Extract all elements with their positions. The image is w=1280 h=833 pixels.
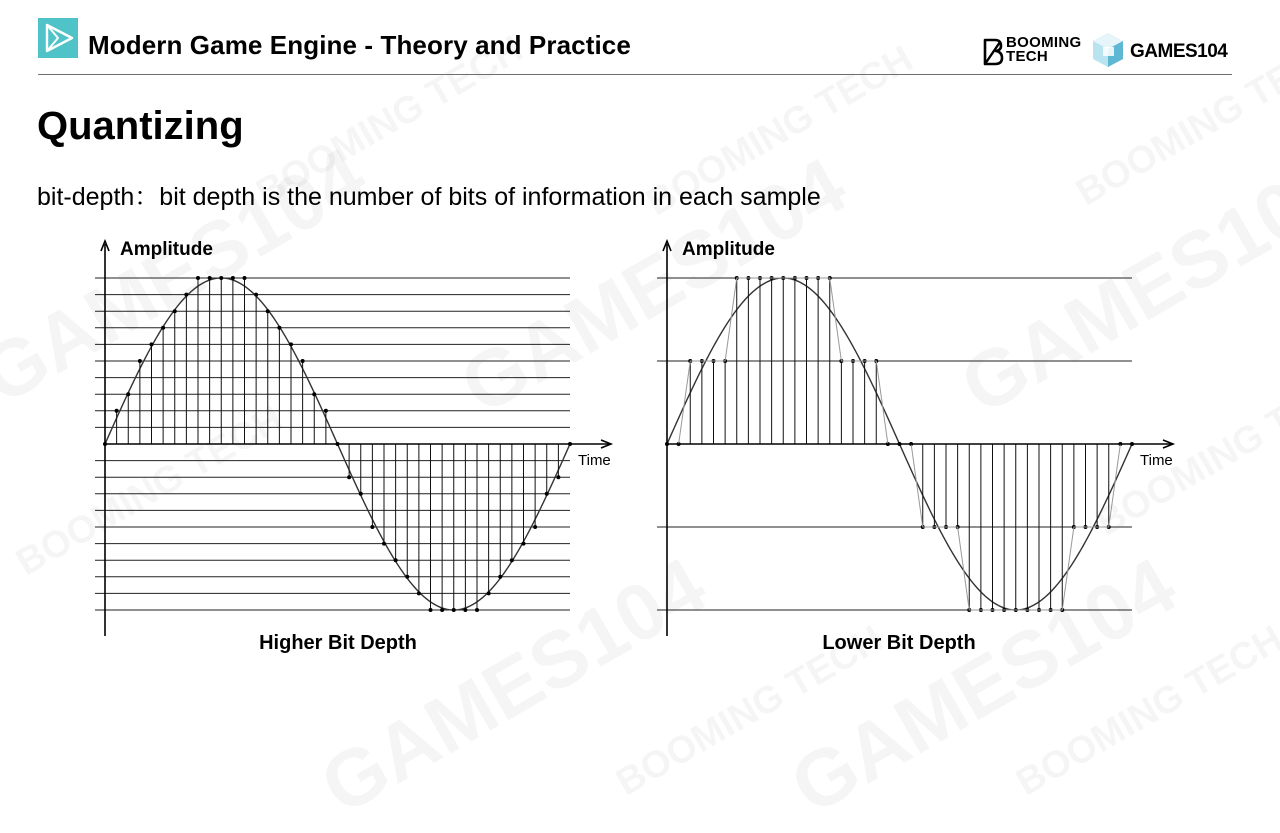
sample-dot <box>312 392 316 396</box>
slide-header <box>0 0 1280 76</box>
brand-line-1: BOOMING <box>1006 34 1082 51</box>
y-axis-label: Amplitude <box>120 239 213 260</box>
sample-dot <box>324 409 328 413</box>
x-axis-label: Time <box>1140 452 1173 469</box>
sample-dot <box>359 492 363 496</box>
sample-dot <box>498 575 502 579</box>
header-divider <box>38 74 1232 75</box>
higher-bit-depth-caption: Higher Bit Depth <box>259 632 417 654</box>
sample-dot <box>184 293 188 297</box>
x-axis-label: Time <box>578 452 611 469</box>
sample-dot <box>463 608 467 612</box>
sample-dot <box>382 542 386 546</box>
sample-dot <box>417 591 421 595</box>
course-title: Modern Game Engine - Theory and Practice <box>88 30 631 60</box>
sample-dot <box>126 392 130 396</box>
sample-dot <box>138 359 142 363</box>
sample-dot <box>452 608 456 612</box>
play-logo-icon <box>38 18 78 58</box>
sample-dot <box>533 525 537 529</box>
sample-dot <box>173 309 177 313</box>
sample-dot <box>115 409 119 413</box>
sample-dot <box>266 309 270 313</box>
games-cube-icon <box>1092 32 1124 68</box>
sample-dot <box>487 591 491 595</box>
sample-dot <box>347 475 351 479</box>
sample-dot <box>196 276 200 280</box>
sample-dot <box>522 542 526 546</box>
booming-b-icon <box>982 38 1004 66</box>
sample-dot <box>429 608 433 612</box>
sample-dot <box>231 276 235 280</box>
sample-dot <box>150 342 154 346</box>
sample-dot <box>440 608 444 612</box>
slide-title: Quantizing <box>37 104 244 148</box>
sample-dot <box>545 492 549 496</box>
games104-text: GAMES104 <box>1130 41 1228 62</box>
sample-dot <box>254 293 258 297</box>
brand-line-2: TECH <box>1006 48 1049 65</box>
sample-dot <box>301 359 305 363</box>
sample-dot <box>370 525 374 529</box>
sample-dot <box>219 276 223 280</box>
sample-dot <box>556 475 560 479</box>
lower-bit-depth-diagram <box>652 236 1192 638</box>
sample-dot <box>289 342 293 346</box>
lower-bit-depth-caption: Lower Bit Depth <box>822 632 976 654</box>
sample-dot <box>394 558 398 562</box>
sample-dot <box>208 276 212 280</box>
sample-dot <box>277 326 281 330</box>
booming-tech-logo <box>982 36 1086 68</box>
sample-dot <box>243 276 247 280</box>
sample-dot <box>475 608 479 612</box>
slide-subtitle: bit-depth：bit depth is the number of bits of information in each sample <box>37 183 821 211</box>
games104-logo <box>1092 32 1242 68</box>
watermark <box>1009 618 1280 805</box>
sample-dot <box>510 558 514 562</box>
higher-bit-depth-diagram <box>90 236 630 638</box>
sample-dot <box>405 575 409 579</box>
sample-dot <box>161 326 165 330</box>
y-axis-label: Amplitude <box>682 239 775 260</box>
